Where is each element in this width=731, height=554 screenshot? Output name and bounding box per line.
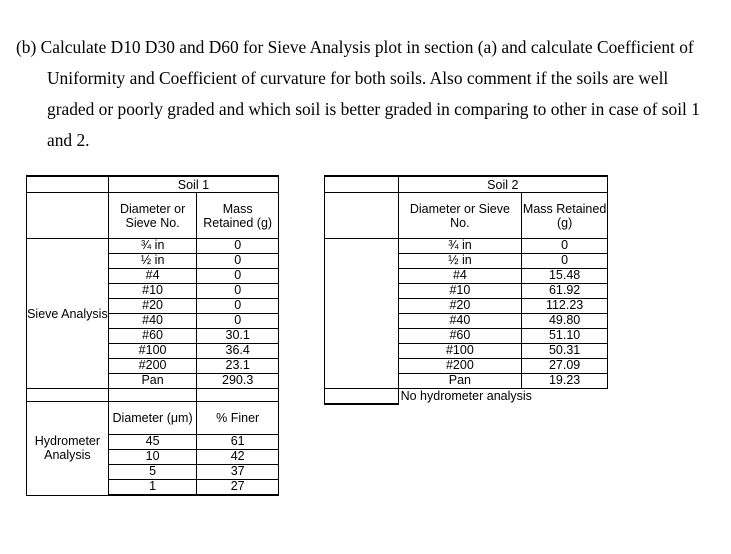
soil1-hydro-label: Hydrometer Analysis [27, 402, 109, 496]
soil1-sieve-size: #40 [108, 314, 197, 329]
soil2-sieve-size: #40 [398, 314, 522, 329]
soil1-hydro-diameter: 5 [108, 465, 197, 480]
soil2-mass-value: 27.09 [522, 359, 608, 374]
soil2-sieve-size: #100 [398, 344, 522, 359]
soil1-hydro-diameter: 1 [108, 480, 197, 496]
soil2-label-cell [325, 239, 399, 389]
soil1-hydro-diameter-header: Diameter (μm) [108, 402, 197, 435]
soil2-sieve-row [325, 239, 608, 254]
soil2-sieve-size: Pan [398, 374, 522, 389]
soil1-finer-value: 37 [197, 465, 279, 480]
soil1-sieve-size: ½ in [108, 254, 197, 269]
soil2-title: Soil 2 [398, 176, 607, 193]
soil2-diameter-header: Diameter or Sieve No. [398, 193, 522, 239]
soil1-sieve-size: #200 [108, 359, 197, 374]
soil1-mass-value: 36.4 [197, 344, 279, 359]
soil1-sieve-size: ¾ in [108, 239, 197, 254]
soil1-diameter-header: Diameter or Sieve No. [108, 193, 197, 239]
soil1-sieve-size: #60 [108, 329, 197, 344]
soil1-mass-header: Mass Retained (g) [197, 193, 279, 239]
soil1-gap-row [27, 389, 279, 402]
soil1-hydro-header-row [27, 402, 279, 435]
soil2-sieve-size: #10 [398, 284, 522, 299]
question-line-3: graded or poorly graded and which soil is better graded in comparing to other in case of soil 1 [47, 99, 700, 119]
soil2-sieve-size: ¾ in [398, 239, 522, 254]
soil2-mass-value: 49.80 [522, 314, 608, 329]
soil2-mass-value: 19.23 [522, 374, 608, 389]
soil1-mass-value: 30.1 [197, 329, 279, 344]
soil1-mass-value: 0 [197, 254, 279, 269]
soil2-mass-value: 0 [522, 254, 608, 269]
soil1-finer-value: 42 [197, 450, 279, 465]
soil1-mass-value: 0 [197, 239, 279, 254]
soil2-sieve-size: ½ in [398, 254, 522, 269]
soil2-table [324, 175, 608, 405]
question-line-2: Uniformity and Coefficient of curvature for both soils. Also comment if the soils are well [47, 68, 669, 88]
soil1-sieve-size: #20 [108, 299, 197, 314]
soil1-table [26, 175, 279, 496]
soil2-note-left [325, 389, 399, 405]
soil1-sieve-size: #4 [108, 269, 197, 284]
question-text [16, 32, 721, 156]
soil2-mass-value: 61.92 [522, 284, 608, 299]
soil2-sieve-size: #60 [398, 329, 522, 344]
soil2-mass-value: 0 [522, 239, 608, 254]
soil2-mass-header: Mass Retained (g) [522, 193, 608, 239]
soil1-finer-header: % Finer [197, 402, 279, 435]
soil1-mass-value: 0 [197, 314, 279, 329]
soil1-finer-value: 61 [197, 435, 279, 450]
soil1-hydro-diameter: 10 [108, 450, 197, 465]
soil2-note-row [325, 389, 608, 405]
soil1-mass-value: 0 [197, 284, 279, 299]
soil1-sieve-size: #10 [108, 284, 197, 299]
soil2-mass-value: 112.23 [522, 299, 608, 314]
soil1-sieve-row [27, 239, 279, 254]
soil1-finer-value: 27 [197, 480, 279, 496]
soil1-title: Soil 1 [108, 176, 278, 193]
soil1-mass-value: 23.1 [197, 359, 279, 374]
soil2-note: No hydrometer analysis [400, 388, 532, 403]
soil1-mass-value: 290.3 [197, 374, 279, 389]
soil1-mass-value: 0 [197, 299, 279, 314]
soil1-sieve-size: #100 [108, 344, 197, 359]
soil1-hydro-diameter: 45 [108, 435, 197, 450]
soil1-sieve-size: Pan [108, 374, 197, 389]
soil2-mass-value: 50.31 [522, 344, 608, 359]
soil1-sieve-label: Sieve Analysis [27, 239, 109, 389]
question-line-1: (b) Calculate D10 D30 and D60 for Sieve Analysis plot in section (a) and calculate Coefficient of [16, 37, 694, 57]
soil1-mass-value: 0 [197, 269, 279, 284]
soil2-mass-value: 15.48 [522, 269, 608, 284]
soil2-sieve-size: #4 [398, 269, 522, 284]
soil2-sieve-size: #20 [398, 299, 522, 314]
question-line-4: and 2. [47, 130, 90, 150]
soil2-mass-value: 51.10 [522, 329, 608, 344]
soil2-sieve-size: #200 [398, 359, 522, 374]
